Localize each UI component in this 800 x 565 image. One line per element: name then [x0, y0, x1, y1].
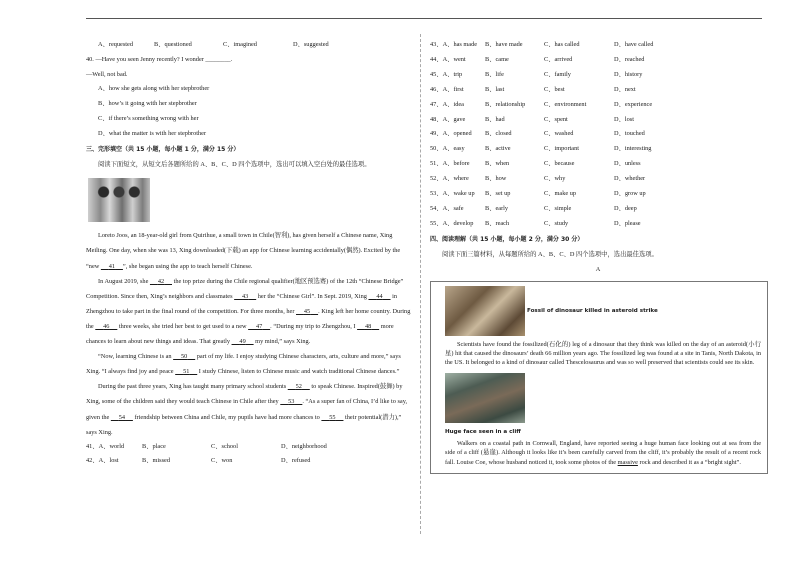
question-options: 43、A、has made B、have made C、has called D、have called [430, 41, 654, 48]
question-options: 46、A、first B、last C、best D、next [430, 85, 636, 93]
question-options: 51、A、before B、when C、because D、unless [430, 160, 641, 168]
dinosaur-fossil-image [445, 286, 525, 336]
blank-48: 48 [364, 322, 372, 330]
question-options: 45、A、trip B、life C、family D、history [430, 70, 643, 78]
q40-stem: 40. —Have you seen Jenny recently? I wonder ________. [86, 55, 233, 63]
question-options: 44、A、went B、came C、arrived D、reached [430, 55, 645, 63]
section4-instructions: 阅读下面三篇材料，从每题所给的 A、B、C、D 四个选项中，选出最佳选项。 [442, 250, 658, 258]
passage-paragraph-4: During the past three years, Xing has taught many primary school students 52 to speak Chinese. Inspired(鼓舞) by Xing, some of the children said they would teach Chinese in Chile after they 53 . “As a super fan of China, I’d like to say, given the 54 friendship between China and Chile, my pupils have had more chances to 55 their potential(潜力),” says Xing. [86, 383, 408, 436]
blank-50: 50 [181, 353, 188, 361]
blank-53: 53 [288, 398, 295, 406]
question-options: 49、A、opened B、closed C、washed D、touched [430, 130, 645, 138]
cliff-face-image [445, 373, 525, 423]
passage-paragraph-2: In August 2019, she 42 the top prize during the Chile regional qualifier(地区预选赛) of the 12th “Chinese Bridge” Competition. Since then, Xing’s neighbors and classmates 43 her the “Chinese Girl”. In Sept. 2019, Xing 44 in Zhengzhou to take part in the final round of the competition. For three months, her 45 . King left her home country. During the 46 three weeks, she tried her best to get used to a new 47 . “During my trip to Zhengzhou, I 48 more chances to learn about new things and ideas. That greatly 49 my mind,” says Xing. [86, 277, 411, 346]
passage-photo [88, 178, 150, 222]
right-column [430, 38, 766, 474]
reading-passage-box [430, 281, 768, 474]
option: C、won [211, 457, 233, 465]
option: C、if there’s something wrong with her [98, 114, 199, 122]
option: C、imagined [223, 41, 257, 48]
q39-options [86, 38, 412, 53]
passage-paragraph-3: “Now, learning Chinese is an 50 part of my life. I enjoy studying Chinese characters, arts, culture and more,” says Xing. “I always find joy and peace 51 I study Chinese, listen to Chinese music and watch traditional Chinese dances.” [86, 353, 401, 376]
left-column [86, 38, 412, 469]
option: D、refused [281, 457, 311, 465]
option: D、suggested [293, 41, 329, 48]
blank-49: 49 [239, 338, 246, 346]
q40-reply: —Well, not bad. [86, 70, 128, 78]
section3-title: 三、完形填空（共 15 小题，每小题 1 分，满分 15 分） [86, 145, 240, 153]
news1-text: Scientists have found the fossilized(石化的) leg of a dinosaur that they think was killed on the day of an asteroid(小行星) hit that caused the dinosaurs’ death 66 million years ago. The fossilized leg was found at a site in Tanis, North Dakota, in the US. It belonged to a kind of dinosaur called Thescelosaurus and was so well preserved that scientists could see its skin. [445, 340, 761, 366]
column-divider [420, 34, 421, 534]
question-options: 54、A、safe B、early C、simple D、deep [430, 204, 637, 212]
option: D、what the matter is with her stepbrother [98, 129, 207, 137]
option: 41、A、world [86, 442, 125, 450]
question-options: 53、A、wake up B、set up C、make up D、grow up [430, 190, 646, 198]
news1-header [445, 286, 761, 336]
news1-title: Fossil of dinosaur killed in asteroid strike [527, 307, 658, 314]
blank-51: 51 [183, 368, 190, 376]
option: C、school [211, 442, 238, 450]
blank-55: 55 [329, 413, 336, 421]
section4-title: 四、阅读理解（共 15 小题，每小题 2 分，满分 30 分） [430, 235, 584, 243]
blank-52: 52 [295, 383, 302, 391]
header-rule [86, 18, 762, 19]
blank-47: 47 [256, 322, 263, 330]
blank-43: 43 [242, 292, 249, 300]
passage-paragraph-1: Loreto Joos, an 18-year-old girl from Quirihue, a small town in Chile(智利), has given herself a Chinese name, Xing Meiling. One day, when she was 13, Xing downloaded(下载) an app for Chinese learning accidentally(偶然). Excited by the “new 41 ”, she began using the app to teach herself Chinese. [86, 232, 401, 270]
option: D、neighborhood [281, 442, 327, 450]
blank-46: 46 [103, 322, 110, 330]
news2-title: Huge face seen in a cliff [445, 429, 521, 436]
option: B、missed [142, 457, 170, 465]
underlined-word: massive [617, 458, 638, 466]
question-options: 55、A、develop B、reach C、study D、please [430, 219, 641, 227]
question-options: 52、A、where B、how C、why D、whether [430, 175, 646, 183]
question-options: 47、A、idea B、relationship C、environment D、experience [430, 100, 653, 108]
section3-instructions: 阅读下面短文，从短文后各题所给的 A、B、C、D 四个选项中，选出可以填入空白处的最佳选项。 [98, 160, 371, 168]
news2-text: Walkers on a coastal path in Cornwall, England, have reported seeing a huge human face looking out at sea from the side of a cliff (悬崖). Although it looks like it’s been carefully carved from the cliff, it’s probably the result of a recent rock fall. Louise Coe, whose husband noticed it, took some photos of the massive rock and described it as a “bright sight”. [445, 440, 761, 466]
option: 42、A、lost [86, 457, 119, 465]
blank-45: 45 [303, 307, 311, 315]
q42-options [86, 454, 412, 469]
question-options: 48、A、gave B、had C、spent D、lost [430, 115, 634, 123]
option: B、place [142, 442, 166, 450]
blank-44: 44 [376, 292, 383, 300]
options-list [430, 38, 766, 232]
option: A、requested [98, 41, 133, 48]
blank-42: 42 [157, 277, 165, 285]
option: A、how she gets along with her stepbrother [98, 85, 210, 93]
passage-label: A [595, 265, 601, 273]
question-options: 50、A、easy B、active C、important D、interesting [430, 145, 652, 153]
blank-54: 54 [118, 413, 126, 421]
option: B、how’s it going with her stepbrother [98, 100, 197, 108]
q41-options [86, 440, 412, 455]
option: B、questioned [154, 41, 192, 48]
blank-41: 41 [108, 262, 116, 270]
